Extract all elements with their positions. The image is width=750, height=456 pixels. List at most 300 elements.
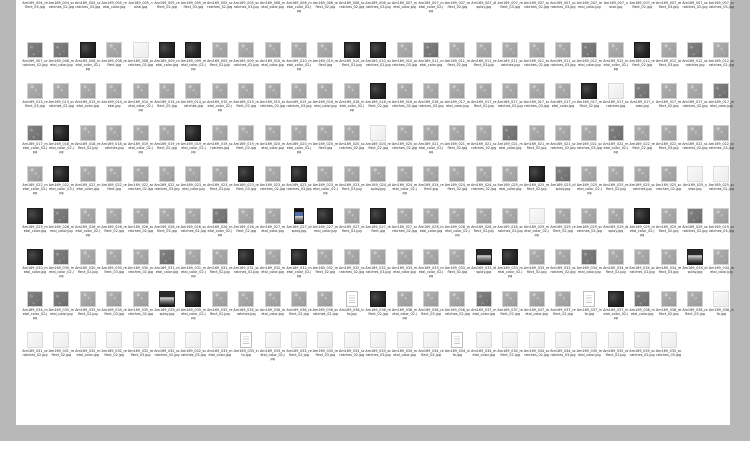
file-thumbnail[interactable] <box>634 208 650 224</box>
file-thumbnail[interactable] <box>53 42 69 58</box>
file-item[interactable] <box>128 42 154 84</box>
file-item[interactable] <box>365 291 391 333</box>
file-item[interactable] <box>629 208 655 250</box>
file-thumbnail[interactable] <box>661 125 677 141</box>
file-item[interactable] <box>101 291 127 333</box>
file-thumbnail[interactable] <box>159 332 175 348</box>
file-thumbnail[interactable] <box>317 249 333 265</box>
file-item[interactable] <box>471 166 497 208</box>
file-item[interactable] <box>576 208 602 250</box>
file-thumbnail[interactable] <box>687 249 703 265</box>
file-thumbnail[interactable] <box>133 166 149 182</box>
file-item[interactable] <box>22 0 48 26</box>
file-item[interactable] <box>471 83 497 125</box>
file-thumbnail[interactable] <box>634 332 650 348</box>
file-thumbnail[interactable] <box>713 42 729 58</box>
file-thumbnail[interactable] <box>449 125 465 141</box>
file-item[interactable] <box>75 125 101 167</box>
file-item[interactable] <box>180 291 206 333</box>
file-thumbnail[interactable] <box>397 291 413 307</box>
file-thumbnail[interactable] <box>713 249 729 265</box>
file-thumbnail[interactable] <box>344 249 360 265</box>
file-thumbnail[interactable] <box>53 208 69 224</box>
file-thumbnail[interactable] <box>476 291 492 307</box>
file-thumbnail[interactable] <box>713 125 729 141</box>
file-item[interactable] <box>629 83 655 125</box>
file-thumbnail[interactable] <box>185 249 201 265</box>
file-item[interactable] <box>497 83 523 125</box>
file-thumbnail[interactable] <box>608 42 624 58</box>
file-item[interactable] <box>339 332 365 374</box>
file-item[interactable] <box>497 125 523 167</box>
file-item[interactable] <box>576 249 602 291</box>
file-item[interactable] <box>286 166 312 208</box>
file-thumbnail[interactable] <box>212 166 228 182</box>
file-thumbnail[interactable] <box>265 125 281 141</box>
file-thumbnail[interactable] <box>265 166 281 182</box>
file-thumbnail[interactable] <box>502 83 518 99</box>
file-thumbnail[interactable] <box>502 42 518 58</box>
file-thumbnail[interactable] <box>583 291 595 307</box>
file-item[interactable] <box>392 166 418 208</box>
file-item[interactable] <box>524 249 550 291</box>
file-item[interactable] <box>339 42 365 84</box>
file-item[interactable] <box>603 208 629 250</box>
file-thumbnail[interactable] <box>291 125 307 141</box>
file-item[interactable] <box>180 42 206 84</box>
file-item[interactable] <box>550 83 576 125</box>
file-thumbnail[interactable] <box>713 166 729 182</box>
file-item[interactable] <box>312 125 338 167</box>
file-item[interactable] <box>656 125 682 167</box>
file-thumbnail[interactable] <box>713 208 729 224</box>
file-thumbnail[interactable] <box>687 125 703 141</box>
file-item[interactable] <box>312 42 338 84</box>
file-item[interactable] <box>75 42 101 84</box>
file-thumbnail[interactable] <box>238 208 254 224</box>
file-item[interactable] <box>576 0 602 26</box>
file-item[interactable] <box>75 291 101 333</box>
file-thumbnail[interactable] <box>106 125 122 141</box>
file-item[interactable] <box>101 42 127 84</box>
file-item[interactable] <box>682 249 708 291</box>
file-item[interactable] <box>708 0 734 26</box>
file-item[interactable] <box>682 83 708 125</box>
file-item[interactable] <box>48 208 74 250</box>
file-item[interactable] <box>418 291 444 333</box>
file-thumbnail[interactable] <box>451 332 463 348</box>
file-item[interactable] <box>444 249 470 291</box>
file-thumbnail[interactable] <box>449 166 465 182</box>
file-thumbnail[interactable] <box>80 208 96 224</box>
file-thumbnail[interactable] <box>555 83 571 99</box>
file-thumbnail[interactable] <box>476 83 492 99</box>
file-thumbnail[interactable] <box>502 249 518 265</box>
file-thumbnail[interactable] <box>344 125 360 141</box>
file-thumbnail[interactable] <box>687 208 703 224</box>
file-thumbnail[interactable] <box>449 83 465 99</box>
file-item[interactable] <box>286 0 312 26</box>
file-item[interactable] <box>524 0 550 26</box>
file-thumbnail[interactable] <box>529 83 545 99</box>
file-thumbnail[interactable] <box>502 208 518 224</box>
file-item[interactable] <box>576 166 602 208</box>
file-item[interactable] <box>708 166 734 208</box>
file-thumbnail[interactable] <box>397 42 413 58</box>
file-thumbnail[interactable] <box>581 42 597 58</box>
file-item[interactable] <box>101 332 127 374</box>
file-thumbnail[interactable] <box>185 83 201 99</box>
file-item[interactable] <box>339 83 365 125</box>
file-item[interactable] <box>656 249 682 291</box>
file-thumbnail[interactable] <box>133 249 149 265</box>
file-item[interactable] <box>629 166 655 208</box>
file-thumbnail[interactable] <box>502 166 518 182</box>
file-item[interactable] <box>75 332 101 374</box>
file-item[interactable] <box>286 42 312 84</box>
file-item[interactable] <box>550 291 576 333</box>
file-item[interactable] <box>365 83 391 125</box>
file-item[interactable] <box>233 291 259 333</box>
file-thumbnail[interactable] <box>80 83 96 99</box>
file-item[interactable] <box>550 249 576 291</box>
file-item[interactable] <box>471 208 497 250</box>
file-thumbnail[interactable] <box>53 332 69 348</box>
file-thumbnail[interactable] <box>370 83 386 99</box>
file-thumbnail[interactable] <box>317 291 333 307</box>
file-item[interactable] <box>48 83 74 125</box>
file-thumbnail[interactable] <box>476 332 492 348</box>
file-item[interactable] <box>365 42 391 84</box>
file-item[interactable] <box>233 0 259 26</box>
file-thumbnail[interactable] <box>555 291 571 307</box>
file-thumbnail[interactable] <box>80 291 96 307</box>
file-item[interactable] <box>22 83 48 125</box>
file-item[interactable] <box>603 166 629 208</box>
file-item[interactable] <box>497 0 523 26</box>
file-thumbnail[interactable] <box>661 291 677 307</box>
file-item[interactable] <box>286 332 312 374</box>
file-item[interactable] <box>629 0 655 26</box>
file-item[interactable] <box>629 125 655 167</box>
file-item[interactable] <box>233 166 259 208</box>
file-item[interactable] <box>180 166 206 208</box>
file-item[interactable] <box>708 125 734 167</box>
file-thumbnail[interactable] <box>608 166 624 182</box>
file-thumbnail[interactable] <box>634 249 650 265</box>
file-item[interactable] <box>603 83 629 125</box>
file-thumbnail[interactable] <box>449 208 465 224</box>
file-item[interactable] <box>576 332 602 374</box>
file-thumbnail[interactable] <box>106 332 122 348</box>
file-thumbnail[interactable] <box>397 125 413 141</box>
file-item[interactable] <box>312 166 338 208</box>
file-thumbnail[interactable] <box>529 125 545 141</box>
file-item[interactable] <box>48 0 74 26</box>
file-item[interactable] <box>656 0 682 26</box>
file-item[interactable] <box>180 332 206 374</box>
file-item[interactable] <box>418 42 444 84</box>
file-item[interactable] <box>682 125 708 167</box>
file-item[interactable] <box>207 291 233 333</box>
file-thumbnail[interactable] <box>397 83 413 99</box>
file-thumbnail[interactable] <box>53 291 69 307</box>
file-thumbnail[interactable] <box>449 42 465 58</box>
file-thumbnail[interactable] <box>159 83 175 99</box>
file-item[interactable] <box>365 166 391 208</box>
file-thumbnail[interactable] <box>581 332 597 348</box>
file-thumbnail[interactable] <box>265 83 281 99</box>
file-item[interactable] <box>682 0 708 26</box>
file-thumbnail[interactable] <box>317 208 333 224</box>
file-thumbnail[interactable] <box>317 332 333 348</box>
file-item[interactable] <box>154 166 180 208</box>
file-item[interactable] <box>339 0 365 26</box>
file-thumbnail[interactable] <box>159 291 175 307</box>
file-thumbnail[interactable] <box>449 249 465 265</box>
file-thumbnail[interactable] <box>317 125 333 141</box>
file-item[interactable] <box>524 166 550 208</box>
file-thumbnail[interactable] <box>212 42 228 58</box>
file-item[interactable] <box>682 208 708 250</box>
file-thumbnail[interactable] <box>238 249 254 265</box>
file-item[interactable] <box>128 332 154 374</box>
file-item[interactable] <box>524 83 550 125</box>
file-item[interactable] <box>101 208 127 250</box>
file-item[interactable] <box>497 249 523 291</box>
file-item[interactable] <box>629 249 655 291</box>
file-thumbnail[interactable] <box>476 249 492 265</box>
file-item[interactable] <box>444 291 470 333</box>
file-item[interactable] <box>75 83 101 125</box>
file-item[interactable] <box>312 249 338 291</box>
file-thumbnail[interactable] <box>476 166 492 182</box>
file-item[interactable] <box>260 291 286 333</box>
file-thumbnail[interactable] <box>476 42 492 58</box>
file-item[interactable] <box>75 0 101 26</box>
file-thumbnail[interactable] <box>265 208 281 224</box>
file-thumbnail[interactable] <box>634 42 650 58</box>
file-item[interactable] <box>339 208 365 250</box>
file-thumbnail[interactable] <box>317 83 333 99</box>
file-item[interactable] <box>392 208 418 250</box>
file-thumbnail[interactable] <box>661 83 677 99</box>
file-thumbnail[interactable] <box>291 249 307 265</box>
file-item[interactable] <box>339 291 365 333</box>
file-thumbnail[interactable] <box>634 291 650 307</box>
file-item[interactable] <box>576 42 602 84</box>
file-item[interactable] <box>524 42 550 84</box>
file-thumbnail[interactable] <box>212 125 228 141</box>
file-thumbnail[interactable] <box>502 125 518 141</box>
file-item[interactable] <box>708 249 734 291</box>
file-thumbnail[interactable] <box>397 166 413 182</box>
file-thumbnail[interactable] <box>370 42 386 58</box>
file-item[interactable] <box>524 291 550 333</box>
file-thumbnail[interactable] <box>449 291 465 307</box>
file-item[interactable] <box>260 42 286 84</box>
file-thumbnail[interactable] <box>185 125 201 141</box>
file-item[interactable] <box>286 83 312 125</box>
file-thumbnail[interactable] <box>159 125 175 141</box>
file-item[interactable] <box>550 42 576 84</box>
file-item[interactable] <box>418 332 444 374</box>
file-item[interactable] <box>497 291 523 333</box>
file-thumbnail[interactable] <box>370 332 386 348</box>
file-item[interactable] <box>286 291 312 333</box>
file-item[interactable] <box>524 125 550 167</box>
file-thumbnail[interactable] <box>212 249 228 265</box>
file-item[interactable] <box>48 125 74 167</box>
file-thumbnail[interactable] <box>423 42 439 58</box>
file-thumbnail[interactable] <box>397 249 413 265</box>
file-item[interactable] <box>286 208 312 250</box>
file-thumbnail[interactable] <box>80 332 96 348</box>
file-item[interactable] <box>497 332 523 374</box>
file-thumbnail[interactable] <box>291 332 307 348</box>
file-item[interactable] <box>708 291 734 333</box>
file-item[interactable] <box>365 332 391 374</box>
file-item[interactable] <box>48 42 74 84</box>
file-thumbnail[interactable] <box>344 42 360 58</box>
file-item[interactable] <box>233 125 259 167</box>
file-thumbnail[interactable] <box>502 332 518 348</box>
file-item[interactable] <box>260 332 286 374</box>
file-thumbnail[interactable] <box>370 208 386 224</box>
file-thumbnail[interactable] <box>212 83 228 99</box>
file-item[interactable] <box>286 249 312 291</box>
file-thumbnail[interactable] <box>346 291 358 307</box>
file-thumbnail[interactable] <box>581 208 597 224</box>
file-item[interactable] <box>497 166 523 208</box>
file-item[interactable] <box>207 0 233 26</box>
file-item[interactable] <box>524 208 550 250</box>
file-item[interactable] <box>497 208 523 250</box>
file-thumbnail[interactable] <box>159 42 175 58</box>
file-thumbnail[interactable] <box>608 249 624 265</box>
file-thumbnail[interactable] <box>581 125 597 141</box>
file-item[interactable] <box>418 0 444 26</box>
file-thumbnail[interactable] <box>212 332 228 348</box>
file-item[interactable] <box>22 291 48 333</box>
file-thumbnail[interactable] <box>27 83 43 99</box>
file-item[interactable] <box>418 249 444 291</box>
file-thumbnail[interactable] <box>687 291 703 307</box>
file-item[interactable] <box>708 42 734 84</box>
file-thumbnail[interactable] <box>581 166 597 182</box>
file-item[interactable] <box>392 332 418 374</box>
file-thumbnail[interactable] <box>344 332 360 348</box>
file-item[interactable] <box>128 0 154 26</box>
file-item[interactable] <box>207 208 233 250</box>
file-thumbnail[interactable] <box>397 332 413 348</box>
file-thumbnail[interactable] <box>80 249 96 265</box>
file-thumbnail[interactable] <box>634 83 650 99</box>
file-thumbnail[interactable] <box>581 249 597 265</box>
file-item[interactable] <box>154 42 180 84</box>
file-thumbnail[interactable] <box>634 125 650 141</box>
file-thumbnail[interactable] <box>608 332 624 348</box>
file-thumbnail[interactable] <box>529 291 545 307</box>
file-thumbnail[interactable] <box>106 291 122 307</box>
file-thumbnail[interactable] <box>133 208 149 224</box>
file-item[interactable] <box>22 208 48 250</box>
file-item[interactable] <box>260 0 286 26</box>
file-item[interactable] <box>550 166 576 208</box>
file-thumbnail[interactable] <box>370 291 386 307</box>
file-item[interactable] <box>339 125 365 167</box>
file-thumbnail[interactable] <box>185 208 201 224</box>
file-item[interactable] <box>603 125 629 167</box>
file-item[interactable] <box>444 166 470 208</box>
file-item[interactable] <box>101 83 127 125</box>
file-item[interactable] <box>128 166 154 208</box>
file-thumbnail[interactable] <box>185 42 201 58</box>
file-item[interactable] <box>233 208 259 250</box>
file-item[interactable] <box>603 42 629 84</box>
file-item[interactable] <box>22 249 48 291</box>
file-thumbnail[interactable] <box>370 166 386 182</box>
file-thumbnail[interactable] <box>423 83 439 99</box>
file-item[interactable] <box>260 249 286 291</box>
file-item[interactable] <box>418 83 444 125</box>
file-item[interactable] <box>471 0 497 26</box>
file-item[interactable] <box>418 166 444 208</box>
file-item[interactable] <box>233 42 259 84</box>
file-item[interactable] <box>603 249 629 291</box>
file-item[interactable] <box>101 0 127 26</box>
file-item[interactable] <box>444 42 470 84</box>
file-item[interactable] <box>128 291 154 333</box>
file-item[interactable] <box>22 42 48 84</box>
file-thumbnail[interactable] <box>317 166 333 182</box>
file-item[interactable] <box>180 249 206 291</box>
file-thumbnail[interactable] <box>185 291 201 307</box>
file-thumbnail[interactable] <box>294 208 304 224</box>
file-thumbnail[interactable] <box>133 332 149 348</box>
file-thumbnail[interactable] <box>106 249 122 265</box>
file-item[interactable] <box>444 125 470 167</box>
file-thumbnail[interactable] <box>661 166 677 182</box>
file-thumbnail[interactable] <box>80 42 96 58</box>
file-item[interactable] <box>656 291 682 333</box>
file-thumbnail[interactable] <box>529 166 545 182</box>
file-item[interactable] <box>550 208 576 250</box>
file-item[interactable] <box>524 332 550 374</box>
file-item[interactable] <box>550 125 576 167</box>
file-thumbnail[interactable] <box>423 208 439 224</box>
file-item[interactable] <box>392 83 418 125</box>
file-thumbnail[interactable] <box>291 291 307 307</box>
file-item[interactable] <box>128 208 154 250</box>
file-thumbnail[interactable] <box>687 42 703 58</box>
file-item[interactable] <box>101 125 127 167</box>
file-thumbnail[interactable] <box>555 332 571 348</box>
file-thumbnail[interactable] <box>133 42 149 58</box>
file-item[interactable] <box>392 42 418 84</box>
file-item[interactable] <box>682 166 708 208</box>
file-item[interactable] <box>656 42 682 84</box>
file-item[interactable] <box>576 83 602 125</box>
file-item[interactable] <box>207 332 233 374</box>
file-item[interactable] <box>365 208 391 250</box>
file-thumbnail[interactable] <box>27 125 43 141</box>
file-item[interactable] <box>629 42 655 84</box>
file-item[interactable] <box>180 83 206 125</box>
file-item[interactable] <box>154 249 180 291</box>
file-thumbnail[interactable] <box>106 83 122 99</box>
file-thumbnail[interactable] <box>687 166 703 182</box>
